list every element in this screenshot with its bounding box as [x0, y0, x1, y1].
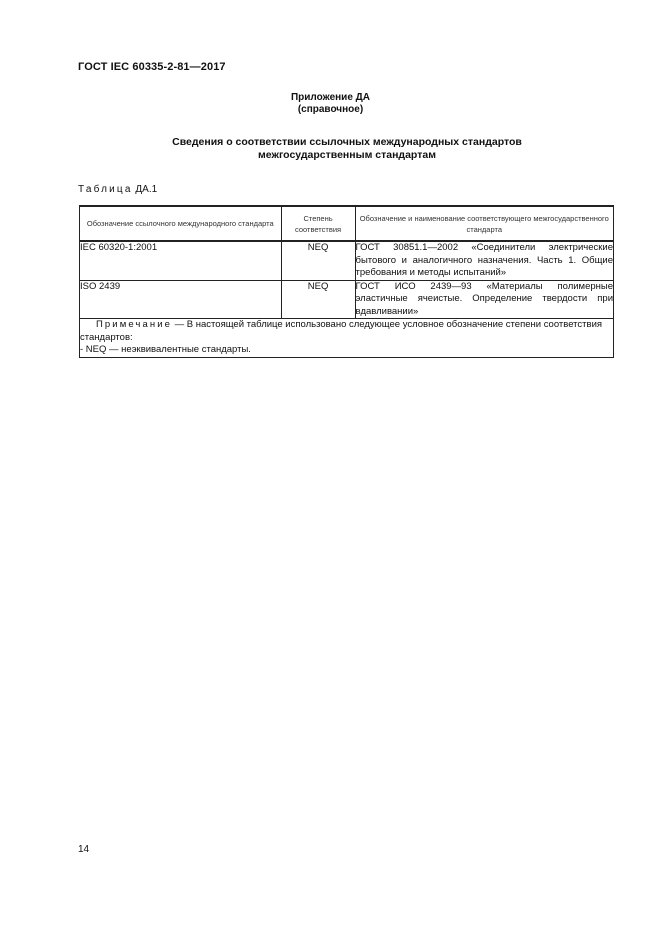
table-row	[80, 280, 614, 319]
table-note	[80, 319, 614, 358]
header-interstate-standard: Обозначение и наименование соответствующего межгосударственного стандарта	[355, 206, 613, 241]
appendix-heading	[0, 92, 661, 116]
cell-international-standard: IEC 60320-1:2001	[80, 241, 282, 280]
note-item: - NEQ — неэквивалентные стандарты.	[80, 344, 251, 355]
document-header: ГОСТ IEC 60335-2-81—2017	[78, 61, 226, 73]
appendix-kind: (справочное)	[297, 104, 364, 115]
table-note-row	[80, 319, 614, 358]
appendix-title-line-1: Сведения о соответствии ссылочных международных стандартов	[172, 136, 522, 148]
note-text: — В настоящей таблице использовано следующее условное обозначение степени соответствия стандартов:	[80, 319, 603, 343]
cell-degree: NEQ	[281, 241, 355, 280]
table-label	[78, 184, 157, 195]
table-label-word: Таблица	[78, 184, 133, 195]
header-degree-of-conformity: Степень соответствия	[281, 206, 355, 241]
table-header-row	[80, 206, 614, 241]
header-international-standard: Обозначение ссылочного международного стандарта	[80, 206, 282, 241]
appendix-title	[0, 136, 661, 162]
cell-interstate-standard: ГОСТ 30851.1—2002 «Соединители электрические бытового и аналогичного назначения. Часть 1. Общие требования и методы испытаний»	[355, 242, 613, 278]
appendix-title-line-2: межгосударственным стандартам	[258, 149, 436, 161]
note-label: Примечание	[96, 319, 172, 330]
cell-interstate-standard: ГОСТ ИСО 2439—93 «Материалы полимерные эластичные ячеистые. Определение твердости при вдавливании»	[355, 280, 613, 317]
appendix-name: Приложение ДА	[290, 92, 371, 103]
cell-degree: NEQ	[281, 280, 355, 319]
table-row	[80, 241, 614, 280]
page-number: 14	[78, 844, 90, 855]
table-label-number: ДА.1	[135, 184, 158, 195]
note-indent	[80, 319, 96, 330]
standards-table	[79, 205, 614, 358]
cell-international-standard: ISO 2439	[80, 280, 282, 319]
